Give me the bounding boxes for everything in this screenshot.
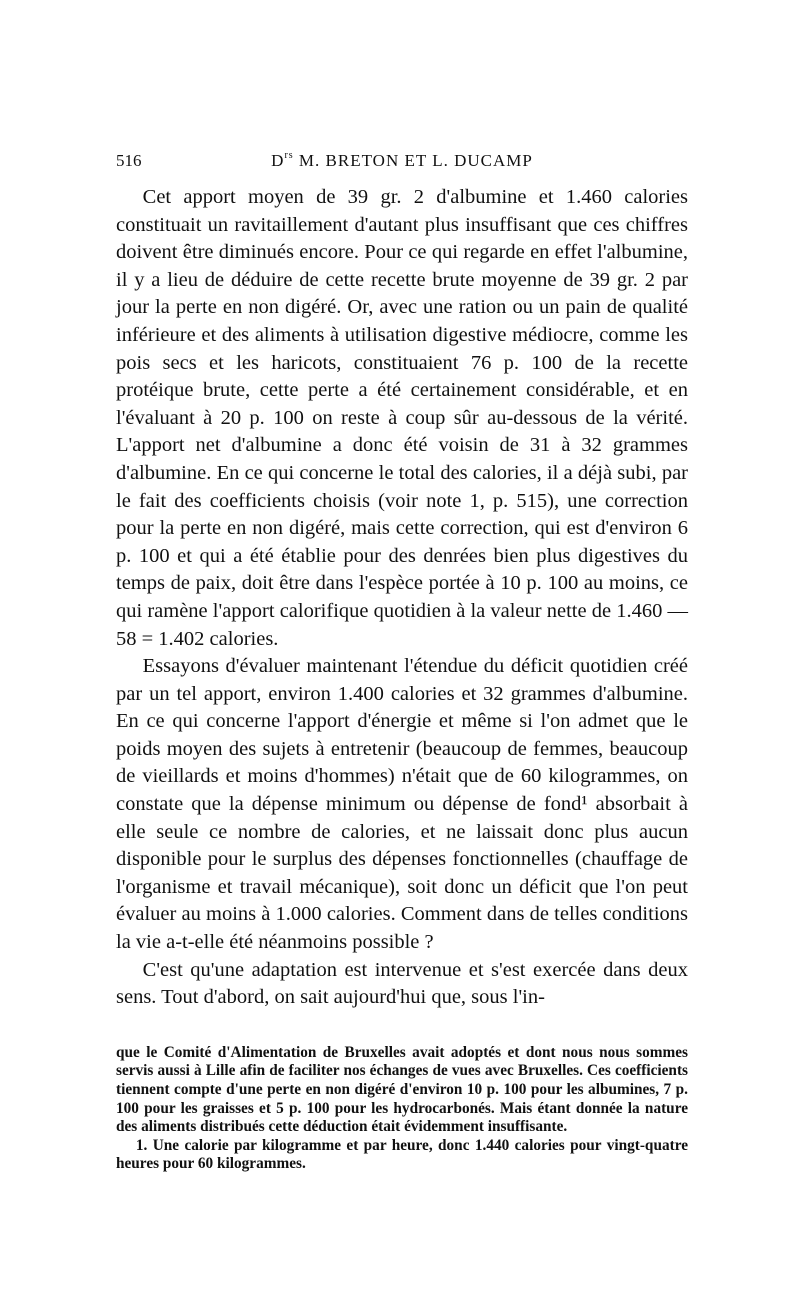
paragraph: Essayons d'évaluer maintenant l'étendue du déficit quotidien créé par un tel apport, environ 1.400 calories et 32 grammes d'albumine. En ce qui concerne l'apport d'énergie et même si l'on admet que le poids moyen des sujets à entretenir (beaucoup de femmes, beaucoup de vieillards et moins d'hommes) n'était que de 60 kilogrammes, on constate que la dépense minimum ou dépense de fond¹ absorbait à elle seule ce nombre de calories, et ne laissait donc plus aucun disponible pour le surplus des dépenses fonctionnelles (chauffage de l'organisme et travail mécanique), soit donc un déficit que l'on peut évaluer au moins à 1.000 calories. Comment dans de telles conditions la vie a-t-elle été néanmoins possible ? xyxy=(116,655,688,954)
paragraph: Cet apport moyen de 39 gr. 2 d'albumine et 1.460 calories constituait un ravitaillement d'autant plus insuffisant que ces chiffres doivent être diminués encore. Pour ce qui regarde en effet l'albumine, il y a lieu de déduire de cette recette brute moyenne de 39 gr. 2 par jour la perte en non digéré. Or, avec une ration ou un pain de qualité inférieure et des aliments à utilisation digestive médiocre, comme les pois secs et les haricots, constituaient 76 p. 100 de la recette protéique brute, cette perte a été certainement considérable, et en l'évaluant à 20 p. 100 on reste à coup sûr au-dessous de la vérité. L'apport net d'albumine a donc été voisin de 31 à 32 grammes d'albumine. En ce qui concerne le total des calories, il a déjà subi, par le fait des coefficients choisis (voir note 1, p. 515), une correction pour la perte en non digéré, mais cette correction, qui est d'environ 6 p. 100 et qui a été établie pour des denrées bien plus digestives du temps de paix, doit être dans l'espèce portée à 10 p. 100 au moins, ce qui ramène l'apport calorifique quotidien à la valeur nette de 1.460 — 58 = 1.402 calories. xyxy=(116,186,688,650)
running-head xyxy=(116,148,688,174)
page-header xyxy=(116,148,688,174)
document-page xyxy=(116,148,688,1174)
body-text xyxy=(116,184,688,1012)
running-head-prefix: D xyxy=(271,151,285,170)
paragraph: C'est qu'une adaptation est intervenue et s'est exercée dans deux sens. Tout d'abord, on sait aujourd'hui que, sous l'in- xyxy=(116,958,688,1009)
page-number: 516 xyxy=(116,151,142,170)
running-head-sup: rs xyxy=(284,150,294,161)
footnote-1: 1. Une calorie par kilogramme et par heure, donc 1.440 calories pour vingt-quatre heures pour 60 kilogrammes. xyxy=(116,1136,688,1173)
footnote-continuation: que le Comité d'Alimentation de Bruxelles avait adoptés et dont nous nous sommes servis aussi à Lille afin de faciliter nos échanges de vues avec Bruxelles. Ces coefficients tiennent compte d'une perte en non digéré d'environ 10 p. 100 pour les albumines, 7 p. 100 pour les graisses et 5 p. 100 pour les hydrocarbonés. Mais étant donnée la nature des aliments distribués cette déduction était évidemment insuffisante. xyxy=(116,1043,688,1136)
running-head-authors: M. BRETON ET L. DUCAMP xyxy=(293,151,533,170)
footnotes xyxy=(116,1044,688,1174)
